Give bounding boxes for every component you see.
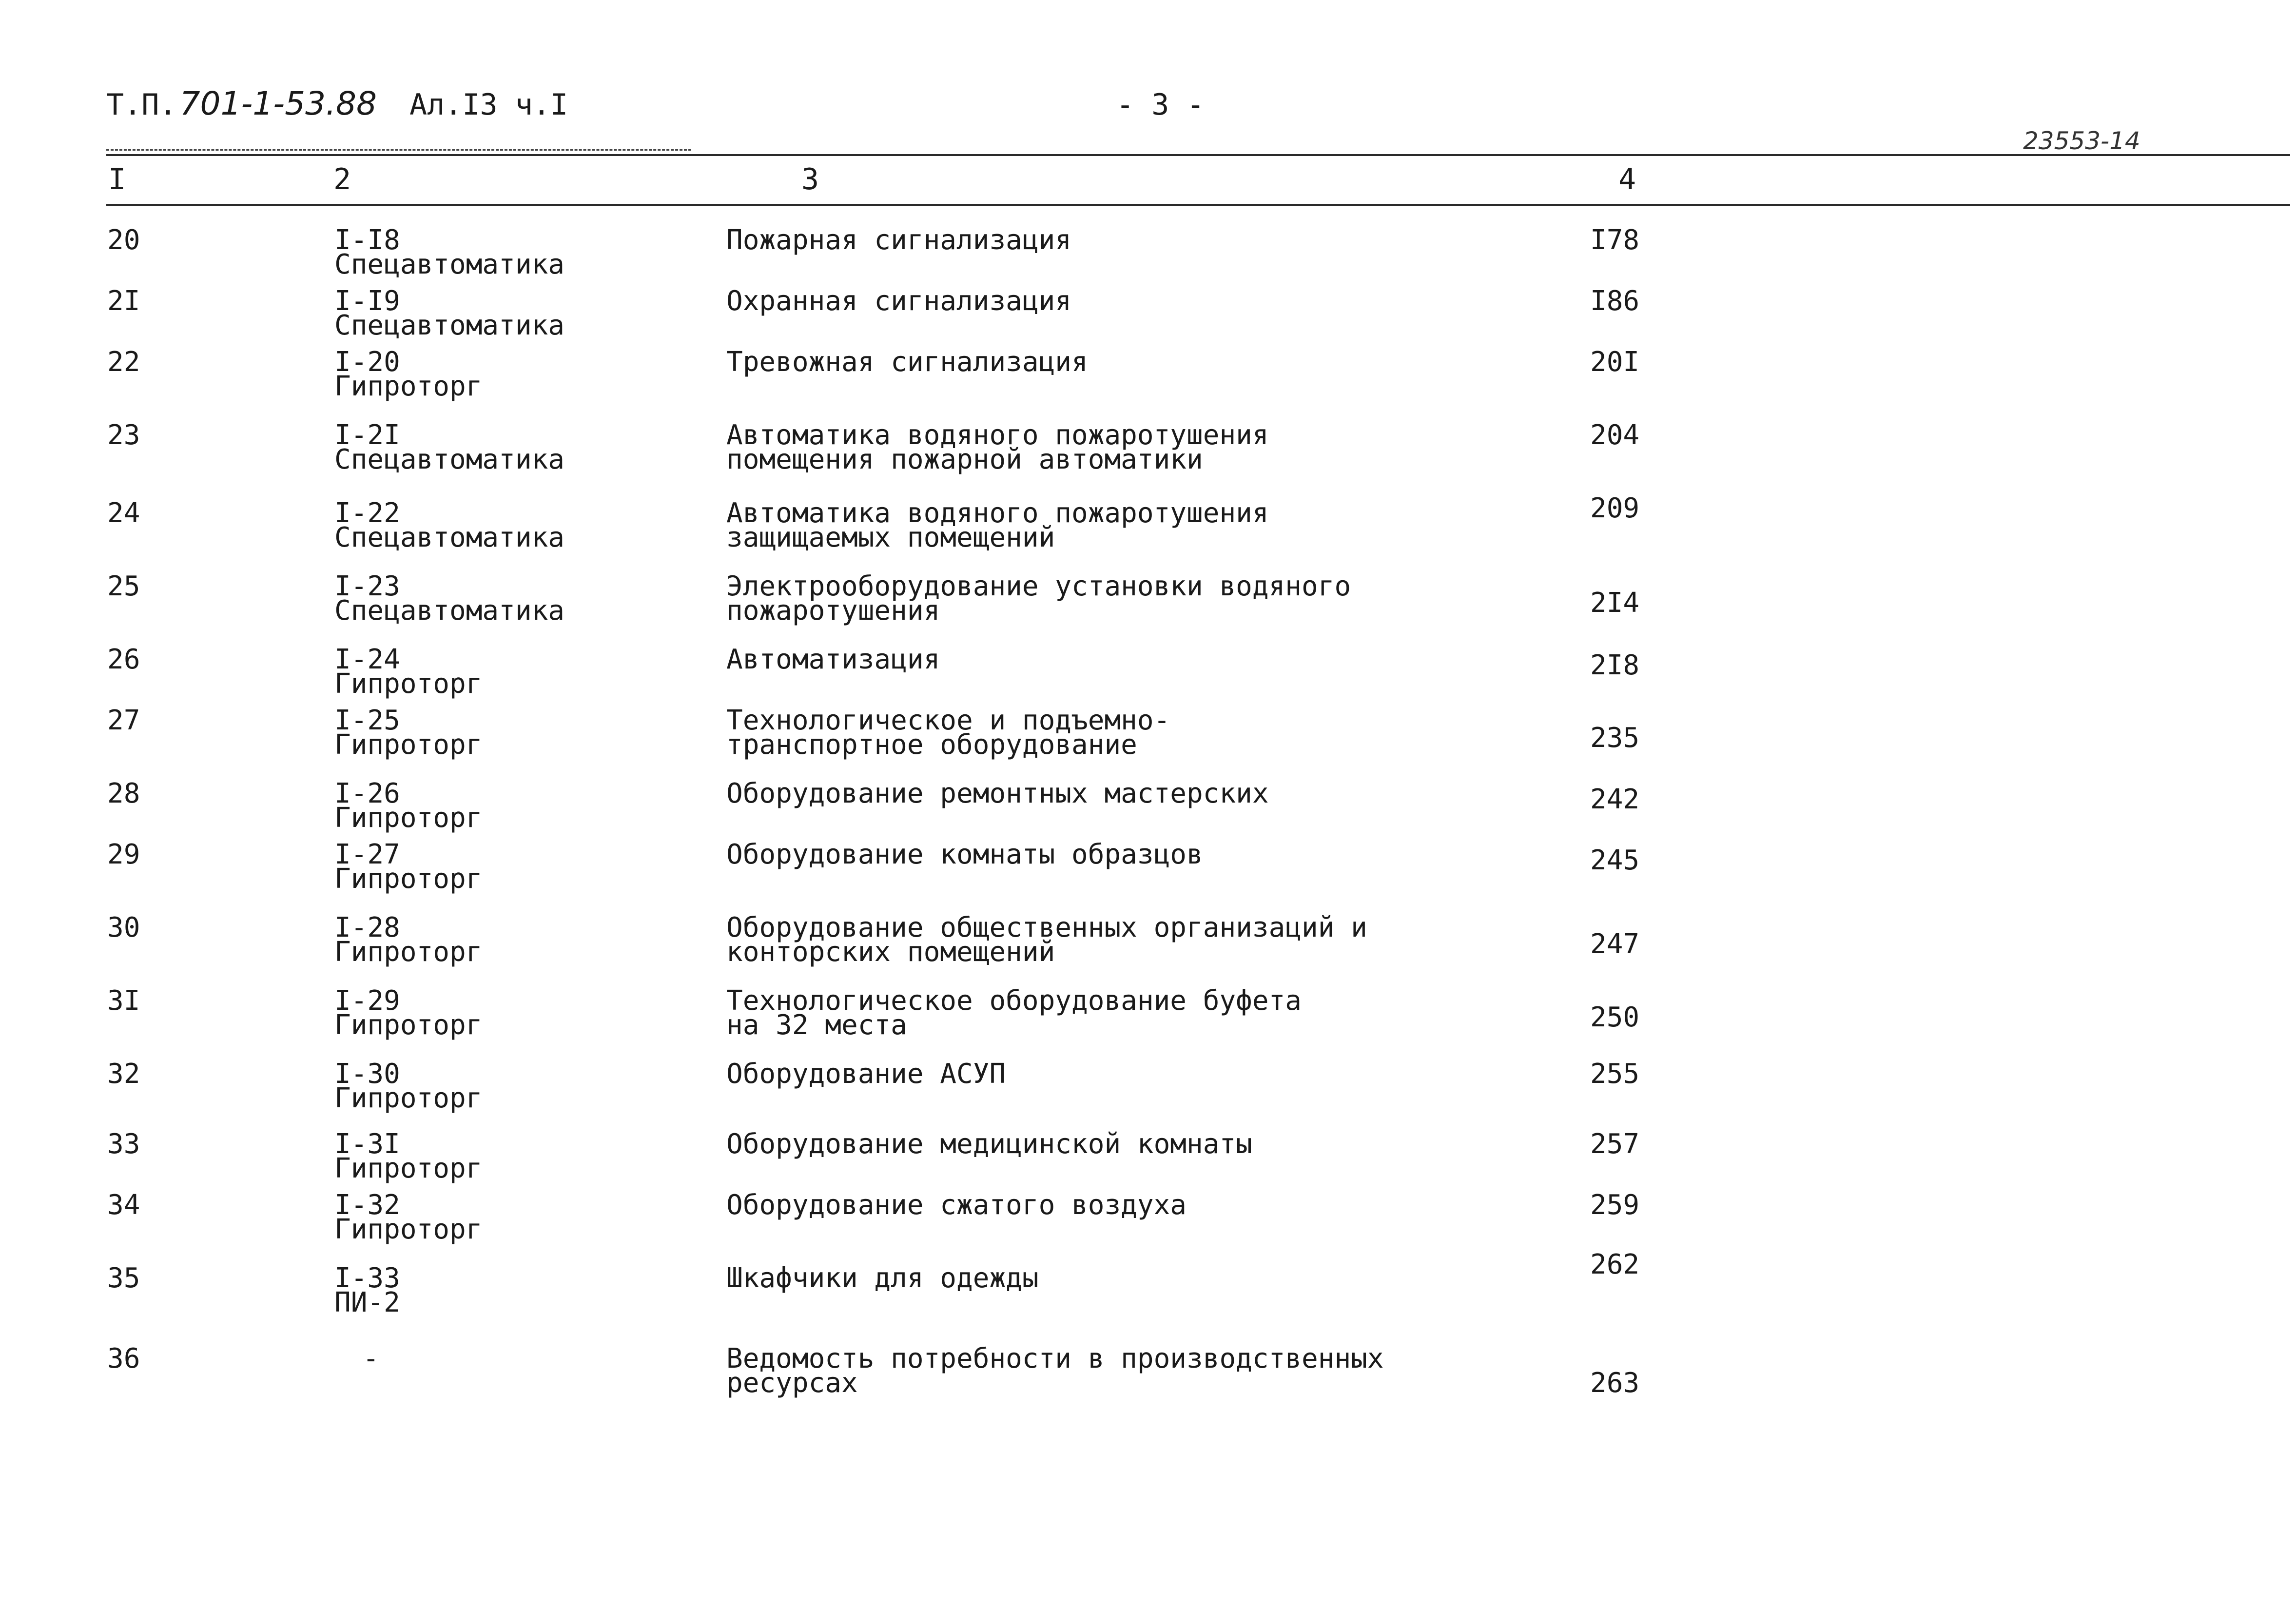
organization: Гипроторг	[334, 1082, 483, 1114]
row-number: 28	[107, 778, 140, 809]
sheet-code: I-29	[334, 985, 400, 1017]
title-line: на 32 места	[726, 1009, 907, 1041]
sheet-code: I-33	[334, 1262, 400, 1294]
title-line: Оборудование общественных организаций и	[726, 912, 1367, 943]
table-row	[0, 912, 2296, 974]
sheet-cell	[334, 644, 483, 700]
sheet-code: I-32	[334, 1189, 400, 1221]
sheet-cell	[334, 224, 565, 280]
sheet-cell	[334, 912, 483, 968]
organization: Спецавтоматика	[334, 310, 565, 341]
organization: Спецавтоматика	[334, 522, 565, 553]
document-prefix: Т.П.	[106, 88, 177, 122]
sheet-code: I-30	[334, 1058, 400, 1090]
organization: Гипроторг	[334, 802, 483, 834]
title-line: Оборудование сжатого воздуха	[726, 1189, 1187, 1221]
title-cell	[726, 985, 1302, 1041]
top-dashed-rule	[106, 149, 691, 151]
title-line: Технологическое оборудование буфета	[726, 985, 1302, 1017]
sheet-cell	[334, 497, 565, 553]
column-header-4: 4	[1618, 162, 1636, 196]
title-line: транспортное оборудование	[726, 729, 1137, 761]
title-cell	[726, 570, 1351, 627]
title-line: Шкафчики для одежды	[726, 1262, 1039, 1294]
sheet-cell	[334, 985, 483, 1041]
organization: Гипроторг	[334, 863, 483, 895]
row-number: 33	[107, 1128, 140, 1160]
sheet-cell	[334, 570, 565, 627]
row-number: 25	[107, 570, 140, 602]
sheet-code: I-20	[334, 346, 400, 378]
row-number: 32	[107, 1058, 140, 1090]
sheet-code: I-23	[334, 570, 400, 602]
table-row	[0, 419, 2296, 482]
column-header-3: 3	[801, 162, 819, 196]
title-cell	[726, 224, 1072, 256]
row-number: 35	[107, 1262, 140, 1294]
page-number: - 3 -	[1116, 88, 1205, 122]
page-ref: 235	[1590, 722, 1640, 754]
page-ref: 209	[1590, 492, 1640, 524]
row-number: 27	[107, 705, 140, 736]
sheet-code: I-2I	[334, 419, 400, 451]
sheet-cell	[334, 346, 483, 402]
organization: ПИ-2	[334, 1287, 400, 1318]
page-ref: 247	[1590, 928, 1640, 960]
table-row	[0, 1058, 2296, 1120]
title-line: Оборудование медицинской комнаты	[726, 1128, 1252, 1160]
title-line: Пожарная сигнализация	[726, 224, 1072, 256]
table-top-rule	[106, 154, 2290, 156]
row-number: 22	[107, 346, 140, 378]
title-line: Автоматика водяного пожаротушения	[726, 419, 1269, 451]
page-ref: 20I	[1590, 346, 1640, 378]
sheet-code: I-I8	[334, 224, 400, 256]
table-row	[0, 644, 2296, 706]
table-row	[0, 492, 2296, 560]
title-cell	[726, 1058, 1006, 1090]
row-number: 34	[107, 1189, 140, 1221]
title-line: Автоматика водяного пожаротушения	[726, 497, 1269, 529]
document-code	[106, 85, 380, 122]
table-row	[0, 839, 2296, 901]
archive-number: 23553-14	[2023, 127, 2140, 155]
page-ref: 259	[1590, 1189, 1640, 1221]
page-ref: 257	[1590, 1128, 1640, 1160]
page-ref: 204	[1590, 419, 1640, 451]
organization: Гипроторг	[334, 1214, 483, 1245]
page-ref: 262	[1590, 1249, 1640, 1280]
sheet-code: I-27	[334, 839, 400, 870]
title-cell	[726, 912, 1367, 968]
title-line: защищаемых помещений	[726, 522, 1055, 553]
sheet-cell	[334, 1058, 483, 1114]
title-cell	[726, 778, 1269, 809]
organization: Спецавтоматика	[334, 595, 565, 627]
page-ref: 255	[1590, 1058, 1640, 1090]
table-row	[0, 224, 2296, 287]
title-line: Оборудование ремонтных мастерских	[726, 778, 1269, 809]
column-header-2: 2	[333, 162, 351, 196]
title-cell	[726, 839, 1203, 870]
table-row	[0, 346, 2296, 409]
sheet-cell	[334, 1262, 400, 1318]
page-ref: 263	[1590, 1367, 1640, 1399]
sheet-cell	[363, 1343, 379, 1374]
title-line: конторских помещений	[726, 936, 1055, 968]
sheet-cell	[334, 285, 565, 341]
organization: Гипроторг	[334, 729, 483, 761]
sheet-cell	[334, 778, 483, 834]
row-number: 30	[107, 912, 140, 943]
title-line: Ведомость потребности в производственных	[726, 1343, 1384, 1374]
row-number: 2I	[107, 285, 140, 317]
row-number: 24	[107, 497, 140, 529]
row-number: 36	[107, 1343, 140, 1374]
sheet-code: I-3I	[334, 1128, 400, 1160]
sheet-code: I-24	[334, 644, 400, 675]
organization: Гипроторг	[334, 936, 483, 968]
page-ref: 2I8	[1590, 649, 1640, 681]
row-number: 3I	[107, 985, 140, 1017]
table-row	[0, 285, 2296, 348]
organization: Гипроторг	[334, 668, 483, 700]
page-ref: 245	[1590, 844, 1640, 876]
table-row	[0, 1249, 2296, 1325]
page-ref: I78	[1590, 224, 1640, 256]
organization: Спецавтоматика	[334, 444, 565, 475]
table-row	[0, 778, 2296, 840]
title-line: Оборудование комнаты образцов	[726, 839, 1203, 870]
title-line: пожаротушения	[726, 595, 940, 627]
title-line: Электрооборудование установки водяного	[726, 570, 1351, 602]
title-cell	[726, 419, 1269, 475]
organization: Спецавтоматика	[334, 249, 565, 280]
sheet-cell	[334, 1189, 483, 1245]
title-cell	[726, 285, 1072, 317]
sheet-code: I-I9	[334, 285, 400, 317]
title-cell	[726, 1262, 1039, 1294]
organization: Гипроторг	[334, 371, 483, 402]
column-header-1: I	[108, 162, 126, 196]
table-row	[0, 570, 2296, 633]
title-cell	[726, 705, 1170, 761]
title-line: Оборудование АСУП	[726, 1058, 1006, 1090]
row-number: 29	[107, 839, 140, 870]
title-cell	[726, 346, 1088, 378]
table-row	[0, 985, 2296, 1047]
sheet-cell	[334, 419, 565, 475]
page-ref: I86	[1590, 285, 1640, 317]
row-number: 20	[107, 224, 140, 256]
title-line: ресурсах	[726, 1367, 858, 1399]
document-number: 701-1-53.88	[179, 85, 377, 122]
title-line: Тревожная сигнализация	[726, 346, 1088, 378]
sheet-code: I-28	[334, 912, 400, 943]
sheet-cell	[334, 705, 483, 761]
title-cell	[726, 1189, 1187, 1221]
row-number: 23	[107, 419, 140, 451]
sheet-reference: Ал.I3 ч.I	[409, 88, 568, 122]
row-number: 26	[107, 644, 140, 675]
page-ref: 250	[1590, 1001, 1640, 1033]
sheet-code: I-22	[334, 497, 400, 529]
title-line: Охранная сигнализация	[726, 285, 1072, 317]
title-cell	[726, 1343, 1384, 1399]
sheet-code: I-25	[334, 705, 400, 736]
organization: Гипроторг	[334, 1153, 483, 1184]
title-line: помещения пожарной автоматики	[726, 444, 1203, 475]
table-row	[0, 1343, 2296, 1405]
title-line: Технологическое и подъемно-	[726, 705, 1170, 736]
table-header-rule	[106, 204, 2290, 206]
sheet-cell	[334, 839, 483, 895]
table-row	[0, 705, 2296, 767]
title-cell	[726, 1128, 1252, 1160]
sheet-code: -	[363, 1343, 379, 1374]
sheet-cell	[334, 1128, 483, 1184]
organization: Гипроторг	[334, 1009, 483, 1041]
sheet-code: I-26	[334, 778, 400, 809]
title-cell	[726, 644, 940, 675]
table-row	[0, 1189, 2296, 1252]
page-ref: 242	[1590, 784, 1640, 815]
title-line: Автоматизация	[726, 644, 940, 675]
table-row	[0, 1128, 2296, 1191]
title-cell	[726, 497, 1269, 553]
page-ref: 2I4	[1590, 587, 1640, 619]
